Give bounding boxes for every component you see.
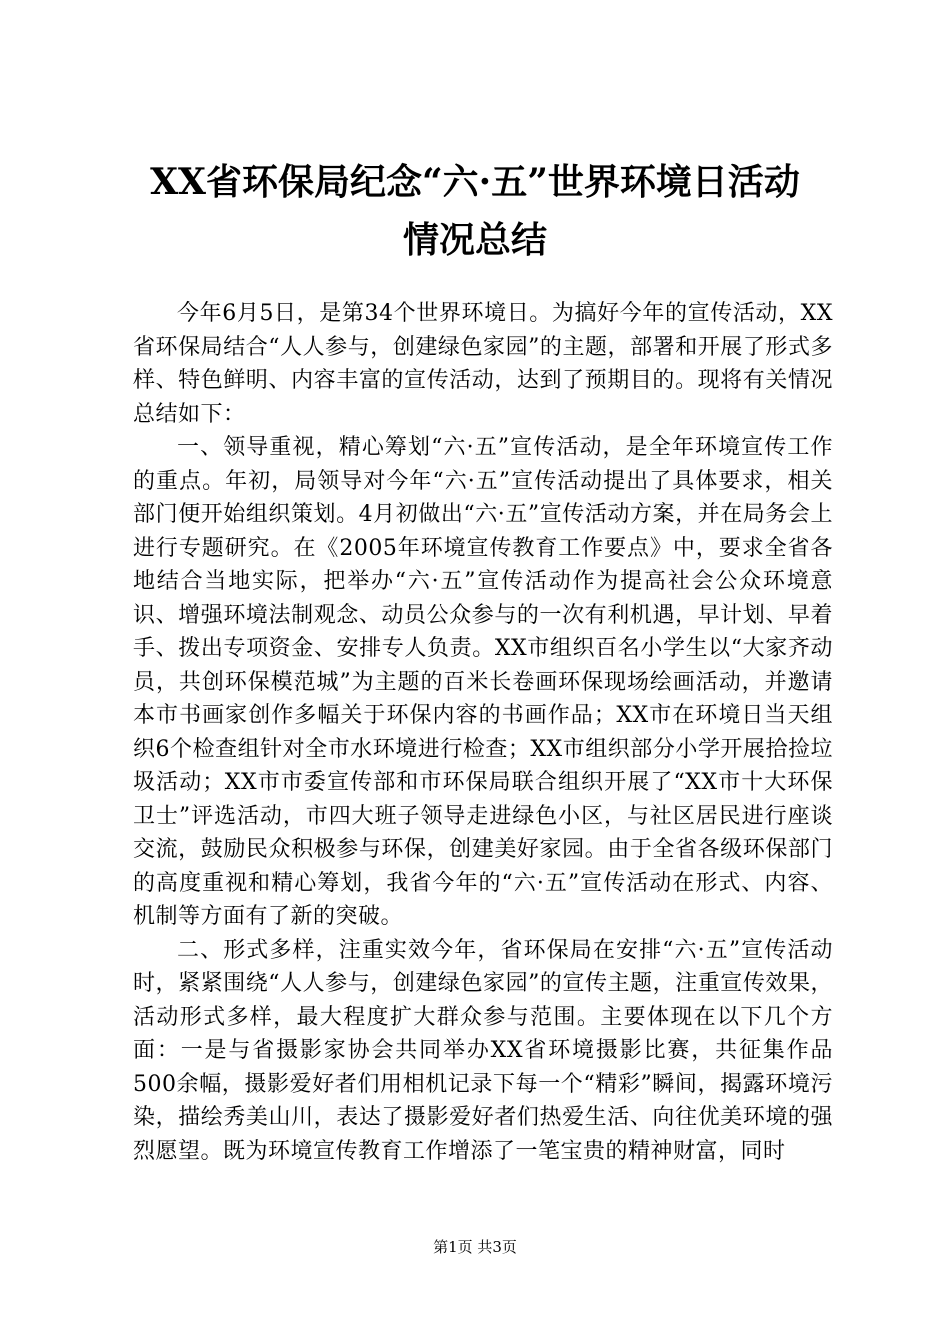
page-footer: 第1页 共3页 (433, 1238, 517, 1256)
paragraph-intro: 今年6月5日，是第34个世界环境日。为搞好今年的宣传活动，XX省环保局结合“人人参与，创建绿色家园”的主题，部署和开展了形式多样、特色鲜明、内容丰富的宣传活动，达到了预期目的。现将有关情况总结如下： (133, 301, 833, 427)
document-body (133, 297, 833, 1168)
document-title-line-2: 情况总结 (402, 219, 547, 261)
document-title-line-1: XX省环保局纪念“六·五”世界环境日活动 (150, 161, 800, 203)
paragraph-section-1: 一、领导重视，精心筹划“六·五”宣传活动，是全年环境宣传工作的重点。年初，局领导对今年“六·五”宣传活动提出了具体要求，相关部门便开始组织策划。4月初做出“六·五”宣传活动方案，并在局务会上进行专题研究。在《2005年环境宣传教育工作要点》中，要求全省各地结合当地实际，把举办“六·五”宣传活动作为提高社会公众环境意识、增强环境法制观念、动员公众参与的一次有利机遇，早计划、早着手、拨出专项资金、安排专人负责。XX市组织百名小学生以“大家齐动员，共创环保模范城”为主题的百米长卷画环保现场绘画活动，并邀请本市书画家创作多幅关于环保内容的书画作品；XX市在环境日当天组织6个检查组针对全市水环境进行检查；XX市组织部分小学开展拾捡垃圾活动；XX市市委宣传部和市环保局联合组织开展了“XX市十大环保卫士”评选活动，市四大班子领导走进绿色小区，与社区居民进行座谈交流，鼓励民众积极参与环保，创建美好家园。由于全省各级环保部门的高度重视和精心筹划，我省今年的“六·五”宣传活动在形式、内容、机制等方面有了新的突破。 (133, 435, 833, 929)
paragraph-section-2: 二、形式多样，注重实效今年，省环保局在安排“六·五”宣传活动时，紧紧围绕“人人参与，创建绿色家园”的宣传主题，注重宣传效果，活动形式多样，最大程度扩大群众参与范围。主要体现在以下几个方面：一是与省摄影家协会共同举办XX省环境摄影比赛，共征集作品500余幅，摄影爱好者们用相机记录下每一个“精彩”瞬间，揭露环境污染，描绘秀美山川，表达了摄影爱好者们热爱生活、向往优美环境的强烈愿望。既为环境宣传教育工作增添了一笔宝贵的精神财富，同时 (133, 937, 833, 1164)
